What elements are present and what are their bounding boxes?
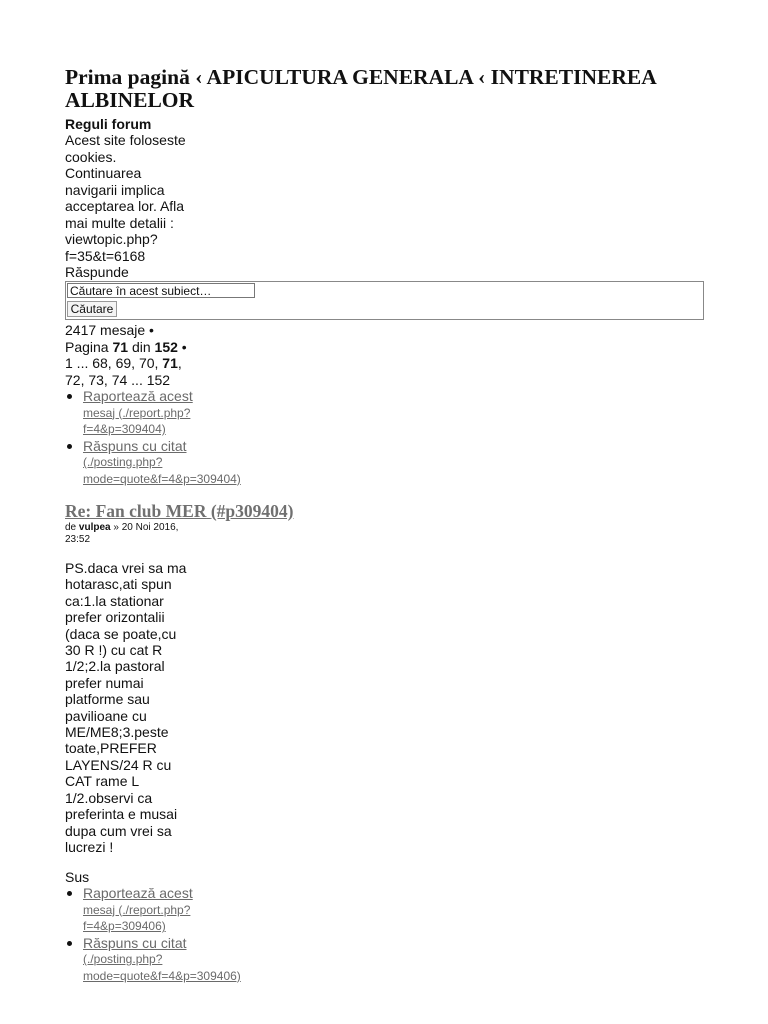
body-line: 1/2;2.la pastoral <box>65 658 165 675</box>
cookie-line: Continuarea <box>65 165 142 181</box>
report-post-link[interactable]: Raportează acest <box>83 885 193 902</box>
body-line: prefer numai <box>65 674 144 691</box>
body-line: toate,PREFER <box>65 740 157 757</box>
post-anchor[interactable]: (#p309404) <box>210 501 294 521</box>
cookie-link-line[interactable]: viewtopic.php? <box>65 231 158 247</box>
body-line: 30 R !) cu cat R <box>65 642 163 659</box>
page-container <box>65 66 725 984</box>
search-button[interactable]: Căutare <box>67 301 117 317</box>
page-total: 152 <box>154 338 178 355</box>
post-meta <box>65 522 193 546</box>
post-body <box>65 560 195 855</box>
page-links-a[interactable]: 1 ... 68, 69, 70, <box>65 355 163 371</box>
report-post-url[interactable]: mesaj (./report.php? <box>83 405 191 420</box>
post-count: 2417 mesaje • <box>65 322 154 338</box>
quote-reply-item[interactable] <box>65 935 258 985</box>
back-to-top-link[interactable]: Sus <box>65 869 90 886</box>
cookie-link-line[interactable]: f=35&t=6168 <box>65 247 146 264</box>
page-current: 71 <box>112 338 129 355</box>
report-post-url[interactable]: mesaj (./report.php? <box>83 902 191 917</box>
body-line: ca:1.la stationar <box>65 592 164 609</box>
post-date: » 20 Noi 2016, <box>110 522 179 533</box>
body-line: pavilioane cu <box>65 707 147 724</box>
post-title[interactable] <box>65 501 725 521</box>
cookie-line: cookies. <box>65 148 117 165</box>
post-time: 23:52 <box>65 534 91 545</box>
quote-reply-link[interactable]: Răspuns cu citat <box>83 437 187 454</box>
forum-rules-link[interactable]: Reguli forum <box>65 116 152 132</box>
body-line: prefer orizontalii <box>65 609 165 626</box>
quote-reply-url[interactable]: mode=quote&f=4&p=309406) <box>83 968 241 983</box>
post-actions-bottom <box>65 885 725 984</box>
search-box <box>65 281 704 320</box>
cookie-line: navigarii implica <box>65 181 165 198</box>
page-title[interactable]: Prima pagină ‹ APICULTURA GENERALA ‹ INTRETINEREA ALBINELOR <box>65 65 656 112</box>
report-post-link[interactable]: Raportează acest <box>83 388 193 404</box>
body-line: CAT rame L <box>65 773 140 790</box>
quote-reply-item[interactable] <box>65 438 258 488</box>
body-line: platforme sau <box>65 691 150 708</box>
body-line: LAYENS/24 R cu <box>65 756 172 773</box>
report-post-url[interactable]: f=4&p=309404) <box>83 422 166 436</box>
reply-link[interactable]: Răspunde <box>65 264 129 280</box>
body-line: PS.daca vrei sa ma <box>65 560 187 576</box>
bullet-icon <box>67 941 72 946</box>
quote-reply-link[interactable]: Răspuns cu citat <box>83 934 187 951</box>
quote-reply-url[interactable]: (./posting.php? <box>83 952 163 967</box>
report-post-url[interactable]: f=4&p=309406) <box>83 919 166 934</box>
body-line: dupa cum vrei sa <box>65 822 172 839</box>
body-line: (daca se poate,cu <box>65 625 177 642</box>
report-post-item[interactable] <box>65 885 258 935</box>
meta-prefix: de <box>65 522 79 533</box>
pagination <box>65 322 193 388</box>
report-post-item[interactable] <box>65 388 258 438</box>
cookie-line: acceptarea lor. Afla <box>65 198 185 214</box>
quote-reply-url[interactable]: mode=quote&f=4&p=309404) <box>83 471 241 486</box>
search-input[interactable]: Căutare în acest subiect… <box>67 283 255 298</box>
body-line: ME/ME8;3.peste <box>65 724 169 741</box>
page-of: din <box>128 338 155 355</box>
body-line: preferinta e musai <box>65 806 178 823</box>
page-prefix: Pagina <box>65 338 113 355</box>
page-suffix: • <box>177 338 187 355</box>
body-line: lucrezi ! <box>65 838 114 855</box>
cookie-line: Acest site foloseste <box>65 132 186 148</box>
page-links[interactable] <box>65 355 193 372</box>
cookie-notice <box>65 132 193 264</box>
page-links-line2[interactable]: 72, 73, 74 ... 152 <box>65 371 171 388</box>
page-links-b: , <box>177 355 182 371</box>
page-indicator <box>65 339 193 356</box>
post-actions-top <box>65 388 725 487</box>
post-title-text[interactable]: Re: Fan club MER <box>65 501 207 521</box>
body-line: hotarasc,ati spun <box>65 576 172 593</box>
quote-reply-url[interactable]: (./posting.php? <box>83 455 163 469</box>
post-author[interactable]: vulpea <box>78 522 111 533</box>
bullet-icon <box>67 891 72 896</box>
body-line: 1/2.observi ca <box>65 789 153 806</box>
bullet-icon <box>67 394 72 399</box>
cookie-line: mai multe detalii : <box>65 214 174 231</box>
bullet-icon <box>67 444 72 449</box>
page-link-current: 71 <box>162 355 178 371</box>
